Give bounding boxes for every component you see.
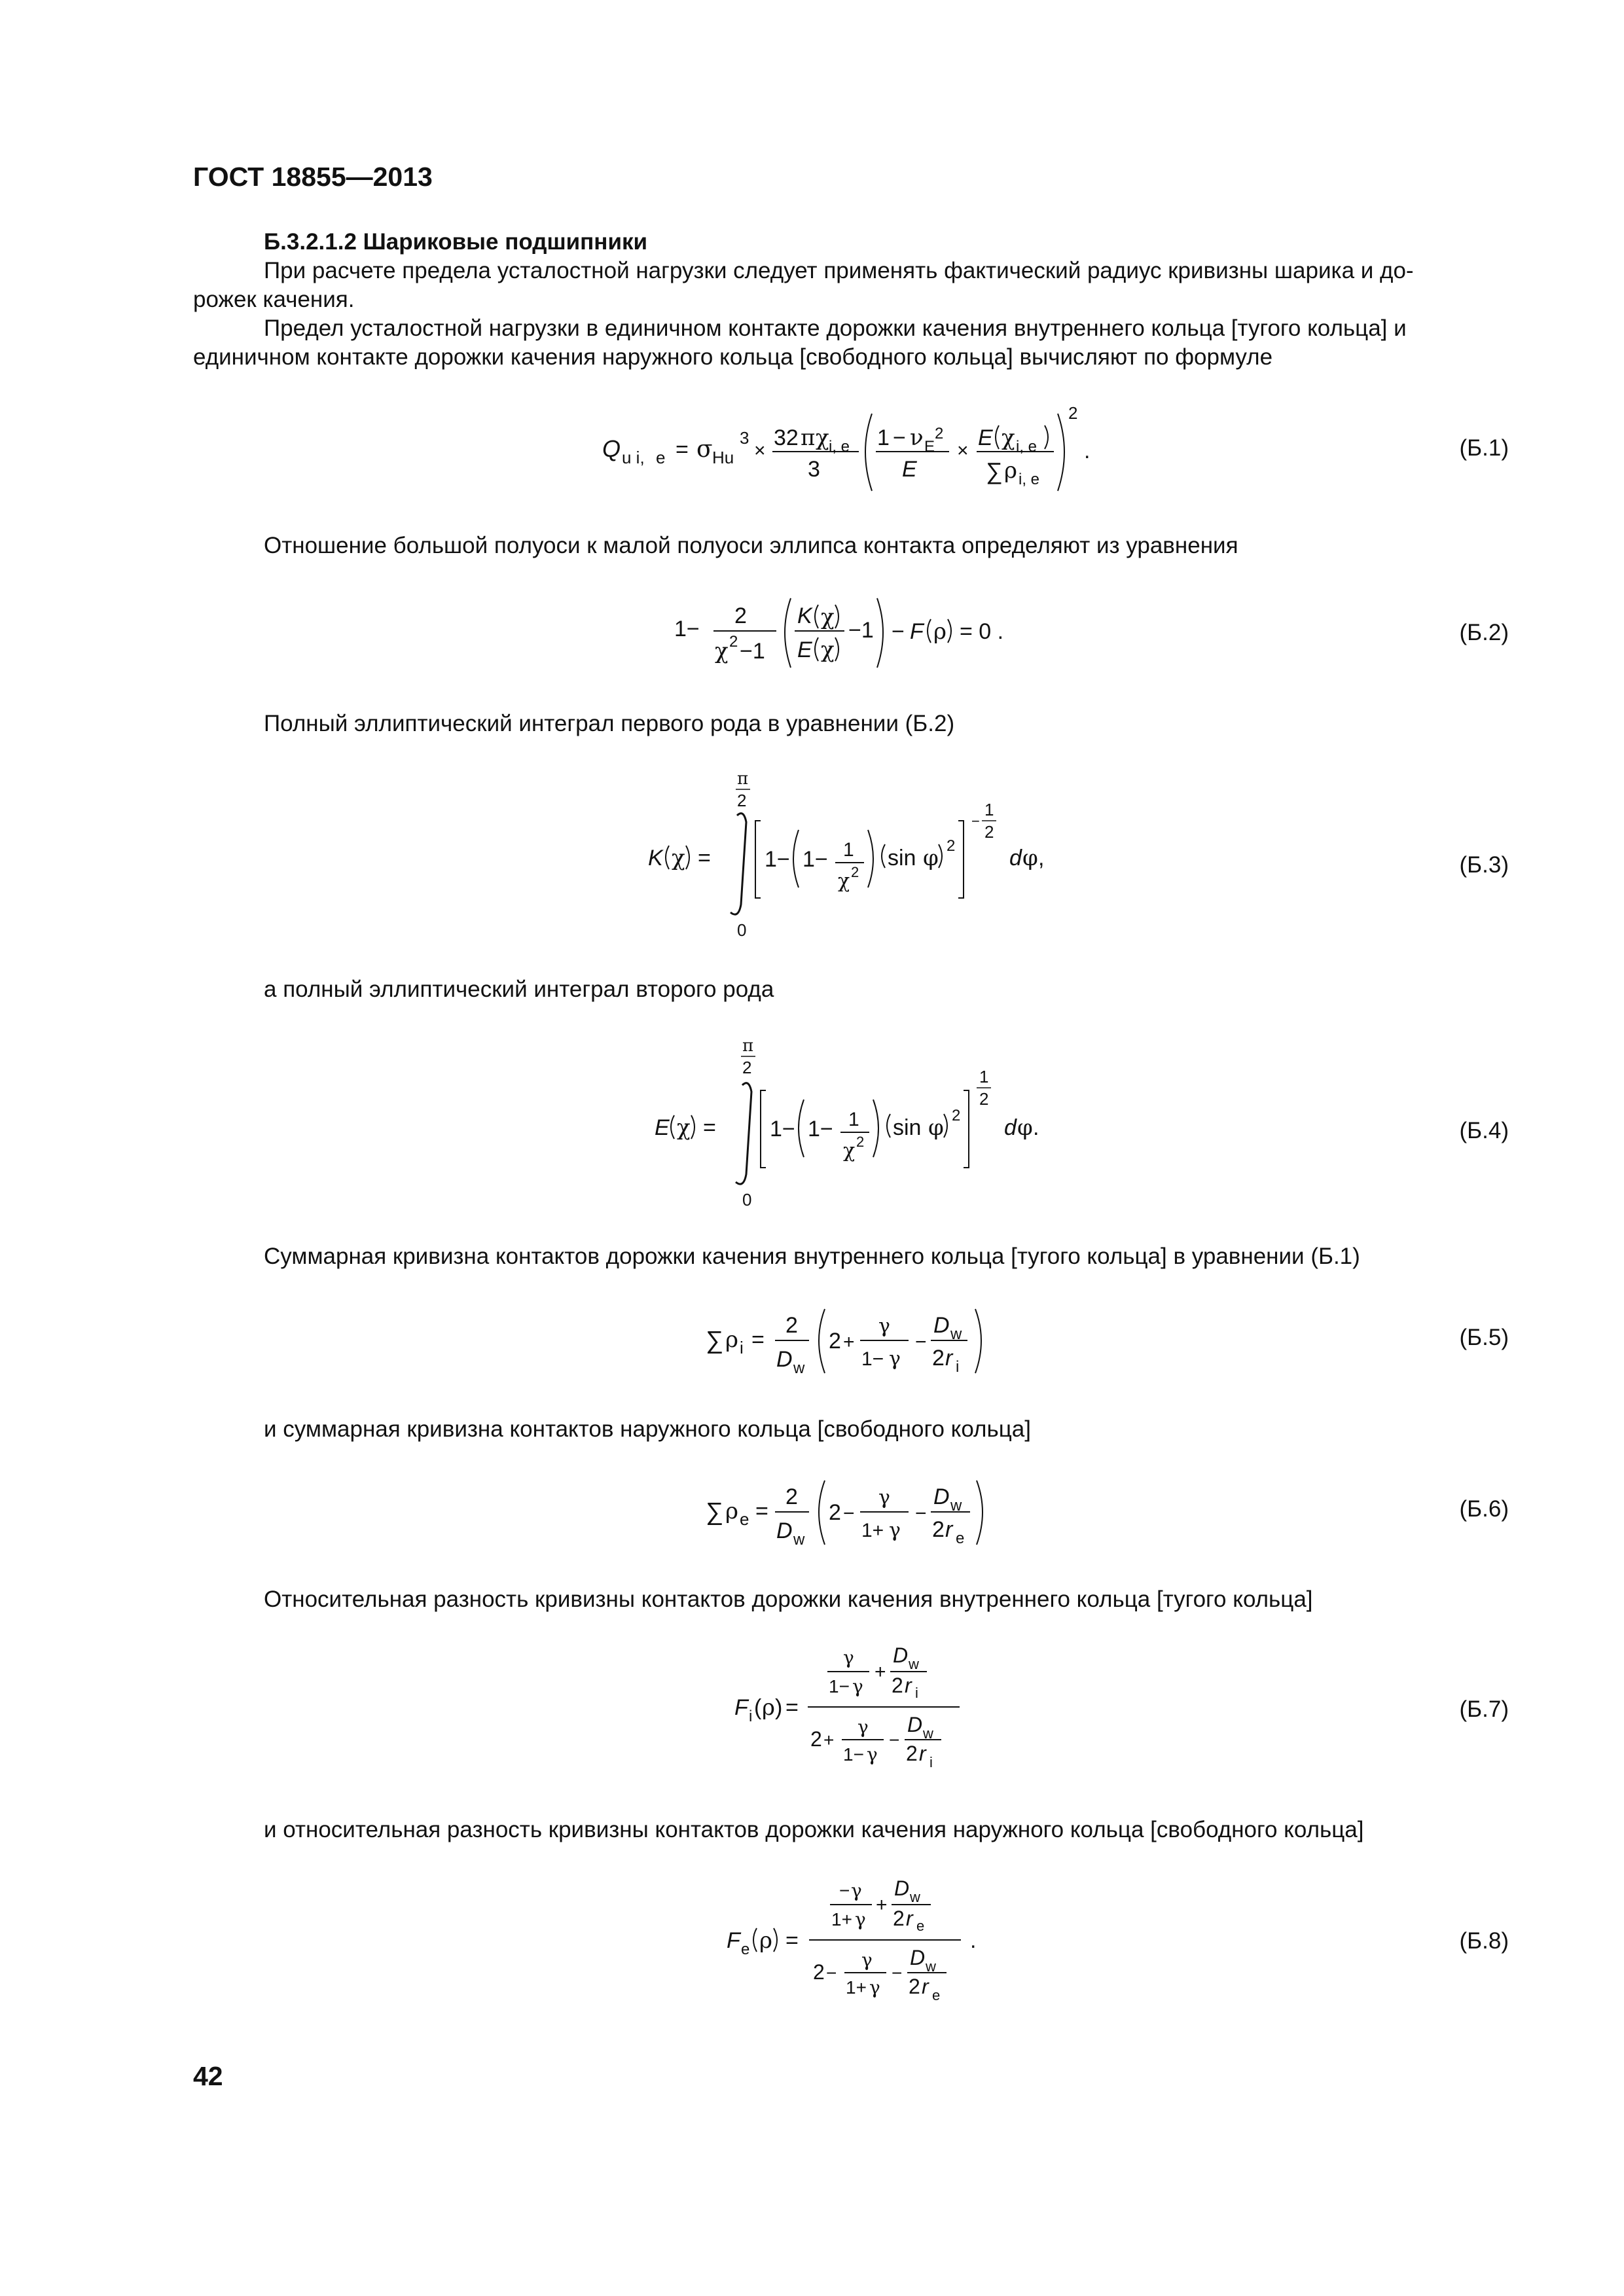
svg-text:2: 2 [829, 1500, 841, 1525]
svg-text:ν: ν [910, 425, 924, 451]
svg-text:+: + [843, 1331, 855, 1353]
svg-text:−: − [915, 1331, 927, 1353]
svg-text:χ: χ [816, 425, 829, 451]
svg-text:ρ: ρ [725, 1498, 738, 1524]
svg-text:∑: ∑ [706, 1498, 724, 1526]
svg-text:1−: 1− [861, 1348, 884, 1370]
svg-text:φ: φ [1017, 1115, 1033, 1141]
svg-text:=: = [676, 437, 689, 462]
svg-text:2: 2 [785, 1313, 798, 1338]
svg-text:D: D [776, 1518, 793, 1543]
svg-text:2: 2 [932, 1517, 945, 1542]
svg-text:χ: χ [821, 637, 835, 663]
svg-text:e: e [656, 448, 666, 467]
equation-number: (Б.3) [1459, 852, 1509, 878]
equation-number: (Б.2) [1459, 620, 1509, 645]
svg-text:i: i [915, 1685, 918, 1701]
svg-text:sin: sin [893, 1115, 922, 1140]
svg-text:π: π [742, 1036, 754, 1056]
svg-text:γ: γ [851, 1880, 862, 1901]
svg-text:χ: χ [821, 604, 835, 630]
equation-number: (Б.8) [1459, 1928, 1509, 1954]
svg-text:+: + [876, 1894, 888, 1916]
formula-b8 [727, 1869, 1015, 2020]
equation-number: (Б.5) [1459, 1325, 1509, 1350]
svg-text:D: D [933, 1484, 950, 1509]
svg-text:+: + [875, 1661, 886, 1683]
svg-text:D: D [893, 1643, 909, 1667]
paragraph-line: рожек качения. [193, 287, 355, 312]
svg-text:−: − [971, 813, 980, 829]
svg-text:σ: σ [696, 436, 713, 463]
svg-text:E: E [978, 425, 993, 450]
svg-text:w: w [793, 1359, 805, 1377]
svg-text:D: D [933, 1313, 950, 1338]
svg-text:E: E [902, 457, 917, 482]
svg-text:w: w [909, 1656, 919, 1672]
svg-text:×: × [957, 440, 969, 461]
svg-text:i, e: i, e [1016, 438, 1038, 456]
svg-text:.: . [1033, 1115, 1039, 1140]
svg-text:χ: χ [843, 1139, 856, 1162]
svg-text:χ: χ [715, 638, 729, 664]
svg-text:w: w [923, 1725, 933, 1742]
svg-text:2: 2 [979, 1089, 989, 1109]
paragraph-line: и относительная разность кривизны контактов дорожки качения наружного кольца [свободного кольца] [264, 1817, 1364, 1842]
svg-text:π: π [801, 425, 816, 451]
svg-text:γ: γ [857, 1716, 869, 1738]
paragraph-line: Полный эллиптический интеграл первого рода в уравнении (Б.2) [264, 711, 955, 736]
svg-text:e: e [932, 1987, 941, 2003]
equation-number: (Б.6) [1459, 1496, 1509, 1522]
svg-text:=: = [785, 1928, 799, 1953]
svg-text:Hu: Hu [712, 448, 734, 467]
svg-text:E: E [924, 438, 935, 456]
svg-text:r: r [906, 1907, 913, 1930]
svg-text:D: D [894, 1876, 910, 1900]
svg-text:+: + [823, 1730, 835, 1750]
svg-text:=: = [785, 1695, 799, 1720]
svg-text:2: 2 [729, 633, 738, 651]
formula-b1 [602, 393, 1126, 504]
svg-text:ρ: ρ [759, 1928, 772, 1954]
svg-text:−: − [893, 425, 906, 450]
formula-b3 [648, 770, 1106, 946]
svg-text:,: , [1038, 846, 1045, 870]
svg-text:−: − [839, 1880, 850, 1901]
svg-text:K: K [648, 846, 663, 870]
svg-text:−: − [892, 1963, 903, 1983]
paragraph-line: Относительная разность кривизны контактов дорожки качения внутреннего кольца [тугого кольца] [264, 1587, 1313, 1612]
svg-text:ρ: ρ [762, 1695, 775, 1721]
svg-text:χ: χ [677, 1115, 691, 1141]
svg-text:K: K [797, 603, 812, 628]
svg-text:φ: φ [928, 1115, 944, 1141]
svg-text:e: e [956, 1530, 965, 1547]
svg-text:ρ: ρ [725, 1327, 738, 1353]
svg-text:w: w [793, 1531, 805, 1549]
svg-text:32: 32 [774, 425, 799, 450]
svg-text:γ: γ [869, 1977, 880, 1998]
svg-text:γ: γ [855, 1909, 866, 1930]
svg-text:2: 2 [984, 822, 994, 842]
svg-text:ρ: ρ [933, 619, 947, 645]
svg-text:χ: χ [838, 870, 850, 893]
svg-text:φ: φ [1022, 845, 1038, 871]
svg-text:2: 2 [737, 791, 747, 810]
svg-text:−: − [843, 1503, 855, 1524]
svg-text:E: E [797, 637, 812, 662]
svg-text:r: r [945, 1346, 953, 1371]
svg-text:i, e: i, e [1019, 471, 1040, 488]
svg-text:i: i [929, 1754, 933, 1770]
paragraph-line: и суммарная кривизна контактов наружного кольца [свободного кольца] [264, 1416, 1031, 1442]
svg-text:χ: χ [1001, 425, 1015, 451]
equation-number: (Б.7) [1459, 1696, 1509, 1722]
svg-text:1: 1 [848, 1109, 859, 1130]
svg-text:i: i [956, 1358, 960, 1376]
svg-text:2: 2 [893, 1907, 905, 1930]
svg-text:2: 2 [932, 1346, 945, 1371]
formula-b2 [674, 586, 1067, 685]
svg-text:γ: γ [852, 1676, 863, 1697]
svg-text:γ: γ [878, 1315, 890, 1338]
document-header: ГОСТ 18855—2013 [193, 162, 433, 192]
svg-text:2: 2 [851, 864, 859, 880]
svg-text:e: e [741, 1941, 750, 1958]
svg-text:γ: γ [861, 1949, 873, 1971]
svg-text:γ: γ [843, 1647, 854, 1668]
svg-text:.: . [970, 1928, 977, 1953]
svg-text:= 0 .: = 0 . [960, 619, 1004, 644]
svg-text:ρ: ρ [1004, 457, 1017, 484]
svg-text:D: D [776, 1347, 793, 1372]
svg-text:sin: sin [888, 846, 916, 870]
svg-text:=: = [703, 1115, 716, 1140]
svg-text:e: e [916, 1918, 925, 1934]
svg-text:1−: 1− [843, 1744, 864, 1765]
svg-text:D: D [907, 1713, 923, 1736]
svg-text:d: d [1004, 1115, 1017, 1140]
svg-text:i: i [749, 1708, 753, 1725]
svg-text:2: 2 [906, 1742, 918, 1765]
svg-text:d: d [1009, 846, 1022, 870]
formula-b4 [655, 1037, 1113, 1213]
svg-text:w: w [910, 1889, 920, 1905]
svg-text:D: D [910, 1946, 926, 1969]
svg-text:r: r [922, 1975, 929, 1998]
equation-number: (Б.4) [1459, 1118, 1509, 1143]
svg-text:1+: 1+ [831, 1909, 852, 1929]
svg-text:χ: χ [672, 845, 685, 871]
svg-text:.: . [1084, 439, 1091, 463]
svg-text:−: − [889, 1730, 900, 1750]
svg-text:π: π [737, 769, 749, 789]
svg-text:i: i [740, 1338, 744, 1357]
page-number: 42 [193, 2061, 223, 2091]
svg-text:1: 1 [843, 839, 854, 861]
paragraph-line: а полный эллиптический интеграл второго рода [264, 977, 774, 1002]
svg-text:−: − [892, 619, 905, 644]
svg-text:1: 1 [877, 425, 890, 450]
svg-text:0: 0 [737, 920, 747, 940]
formula-b6 [706, 1467, 1033, 1552]
svg-text:=: = [755, 1499, 768, 1524]
svg-text:−1: −1 [848, 618, 874, 643]
svg-text:2: 2 [1068, 403, 1078, 423]
svg-text:2: 2 [734, 603, 747, 628]
formula-b7 [734, 1636, 1009, 1787]
svg-text:): ) [775, 1695, 783, 1720]
svg-text:w: w [950, 1497, 962, 1515]
paragraph-line: Суммарная кривизна контактов дорожки качения внутреннего кольца [тугого кольца] в уравнении (Б.1) [264, 1244, 1360, 1269]
svg-text:e: e [740, 1509, 749, 1529]
svg-text:1−: 1− [770, 1117, 795, 1141]
svg-text:1−: 1− [829, 1676, 850, 1696]
svg-text:2: 2 [813, 1960, 825, 1984]
svg-text:1−: 1− [803, 847, 828, 872]
formula-b5 [706, 1296, 1033, 1381]
svg-text:1−: 1− [808, 1117, 833, 1141]
svg-text:γ: γ [889, 1348, 901, 1371]
svg-text:φ: φ [923, 845, 939, 871]
svg-text:w: w [926, 1958, 936, 1975]
svg-text:1−: 1− [674, 617, 700, 641]
svg-text:r: r [919, 1742, 926, 1765]
paragraph-line: При расчете предела усталостной нагрузки следует применять фактический радиус кривизны шарика и до- [264, 258, 1414, 283]
svg-text:2: 2 [935, 425, 944, 442]
svg-text:−: − [915, 1503, 927, 1524]
svg-text:F: F [727, 1928, 740, 1953]
svg-text:2: 2 [909, 1975, 920, 1998]
svg-text:3: 3 [740, 428, 749, 448]
svg-text:−: − [826, 1963, 837, 1983]
svg-text:2: 2 [810, 1727, 822, 1751]
svg-text:u i,: u i, [622, 448, 645, 467]
paragraph-line: единичном контакте дорожки качения наружного кольца [свободного кольца] вычисляют по формуле [193, 344, 1273, 370]
svg-text:=: = [751, 1327, 765, 1352]
svg-text:r: r [945, 1517, 953, 1542]
svg-text:1−: 1− [765, 847, 790, 872]
svg-text:2: 2 [742, 1058, 752, 1077]
svg-text:−1: −1 [740, 639, 765, 664]
svg-text:2: 2 [947, 837, 956, 855]
paragraph-line: Отношение большой полуоси к малой полуоси эллипса контакта определяют из уравнения [264, 533, 1238, 558]
svg-text:w: w [950, 1325, 962, 1343]
svg-text:∑: ∑ [986, 457, 1003, 484]
paragraph-line: Предел усталостной нагрузки в единичном контакте дорожки качения внутреннего кольца [тугого кольца] и [264, 315, 1407, 341]
svg-text:=: = [698, 846, 711, 870]
svg-text:2: 2 [785, 1484, 798, 1509]
svg-text:γ: γ [878, 1486, 890, 1509]
svg-text:2: 2 [829, 1329, 841, 1354]
svg-text:2: 2 [856, 1134, 865, 1150]
equation-number: (Б.1) [1459, 435, 1509, 461]
svg-text:∑: ∑ [706, 1327, 724, 1354]
svg-text:Q: Q [602, 435, 621, 462]
svg-text:2: 2 [952, 1107, 961, 1124]
svg-text:γ: γ [889, 1519, 901, 1542]
svg-text:1: 1 [979, 1067, 989, 1086]
svg-text:F: F [734, 1695, 748, 1720]
svg-text:1+: 1+ [846, 1977, 867, 1998]
svg-text:i, e: i, e [829, 438, 850, 456]
svg-text:×: × [754, 440, 766, 461]
svg-text:1+: 1+ [861, 1520, 884, 1541]
svg-text:0: 0 [742, 1190, 752, 1210]
svg-text:γ: γ [867, 1744, 878, 1765]
svg-text:1: 1 [984, 800, 994, 819]
section-title: Б.3.2.1.2 Шариковые подшипники [264, 229, 647, 255]
svg-text:2: 2 [892, 1674, 903, 1697]
svg-text:F: F [910, 619, 924, 644]
svg-text:3: 3 [808, 457, 820, 482]
svg-text:(: ( [754, 1695, 762, 1720]
svg-text:r: r [905, 1674, 912, 1697]
svg-text:E: E [655, 1115, 670, 1140]
